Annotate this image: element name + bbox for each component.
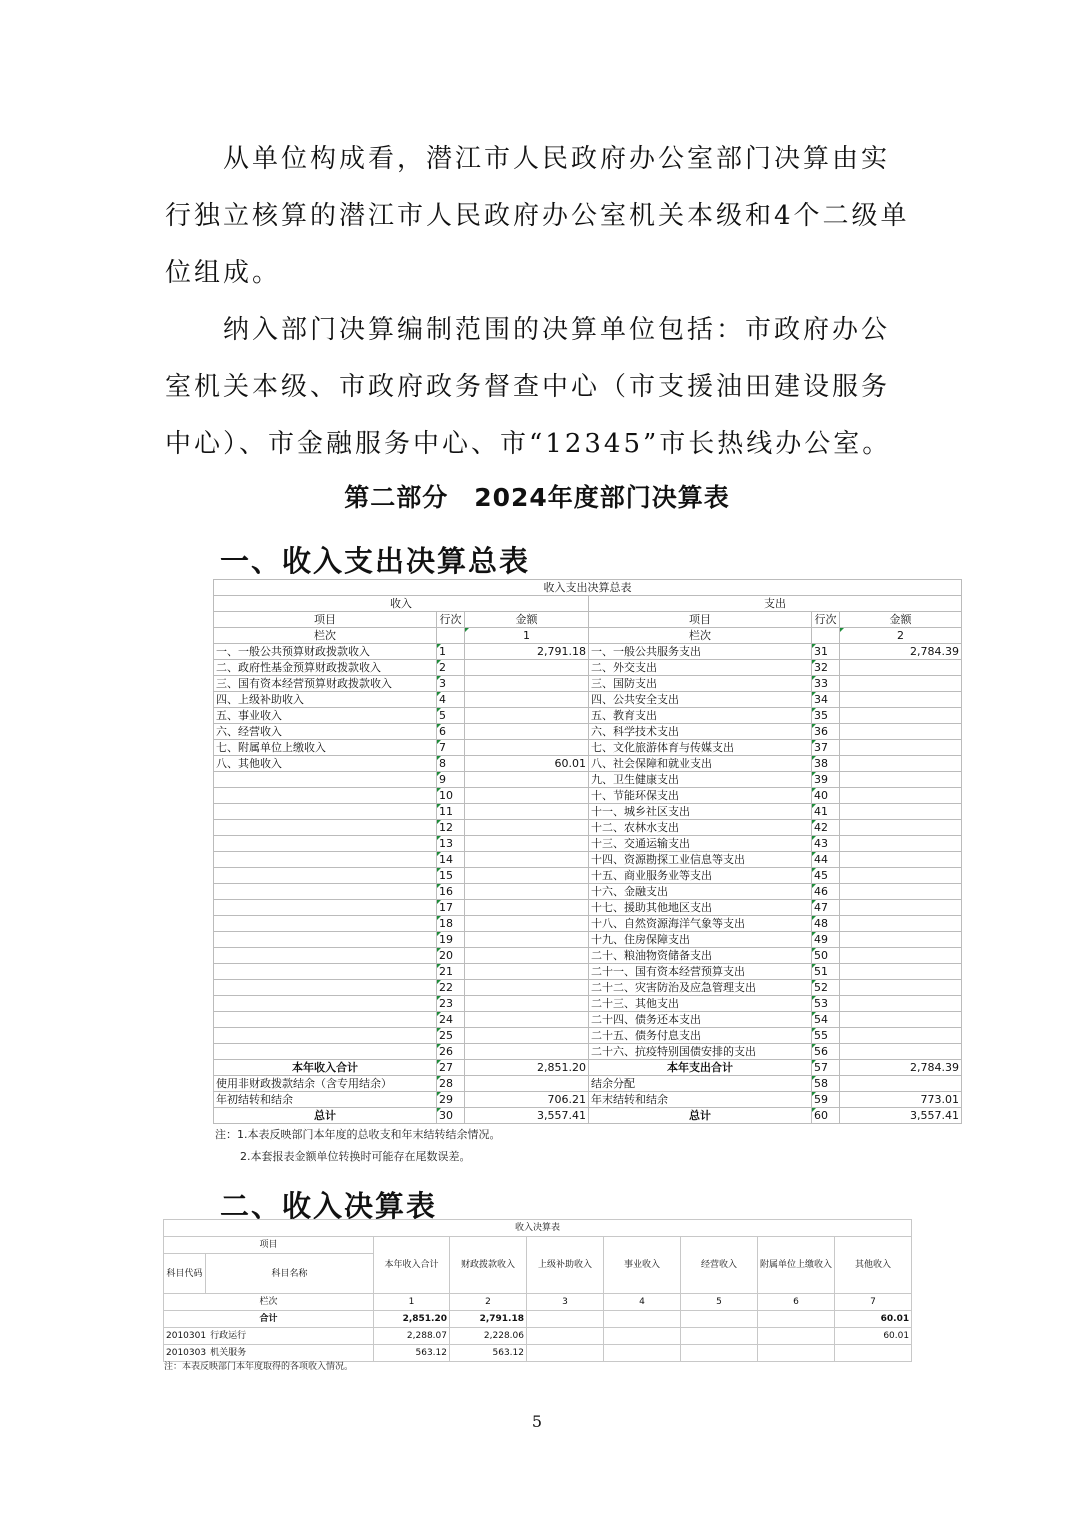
column-header: 本年收入合计 — [374, 1237, 450, 1294]
column-header: 财政拨款收入 — [450, 1237, 527, 1294]
expense-item: 五、教育支出 — [589, 708, 812, 724]
expense-col-amount: 金额 — [840, 612, 962, 628]
expense-item: 十九、住房保障支出 — [589, 932, 812, 948]
expense-amount — [840, 884, 962, 900]
total-value — [681, 1311, 758, 1328]
income-item — [214, 932, 437, 948]
income-amount — [465, 1012, 589, 1028]
row-value — [835, 1345, 912, 1362]
income-amount: 60.01 — [465, 756, 589, 772]
income-line-no: 25 — [437, 1028, 465, 1044]
expense-line-no: 41 — [812, 804, 840, 820]
expense-item: 十八、自然资源海洋气象等支出 — [589, 916, 812, 932]
expense-line-no: 42 — [812, 820, 840, 836]
total-row — [214, 1060, 962, 1076]
expense-item: 十六、金融支出 — [589, 884, 812, 900]
income-line-no: 3 — [437, 676, 465, 692]
column-header-row — [214, 612, 962, 628]
total-value: 60.01 — [835, 1311, 912, 1328]
subject-name: 机关服务 — [210, 1348, 247, 1358]
income-total-line: 27 — [437, 1060, 465, 1076]
row-value: 60.01 — [835, 1328, 912, 1345]
income-col-line: 行次 — [437, 612, 465, 628]
income-item — [214, 964, 437, 980]
total-row — [214, 1076, 962, 1092]
income-amount — [465, 852, 589, 868]
income-amount — [465, 916, 589, 932]
income-amount — [465, 676, 589, 692]
income-item — [214, 916, 437, 932]
table-row — [214, 692, 962, 708]
expense-item: 二十四、债务还本支出 — [589, 1012, 812, 1028]
part-title: 第二部分 2024年度部门决算表 — [344, 483, 730, 512]
table-row — [214, 836, 962, 852]
expense-line-no: 33 — [812, 676, 840, 692]
expense-line-no: 47 — [812, 900, 840, 916]
table-row — [214, 948, 962, 964]
expense-lanci-blank — [812, 628, 840, 644]
total-row — [214, 1108, 962, 1124]
expense-amount: 2,784.39 — [840, 644, 962, 660]
expense-total-item: 本年支出合计 — [589, 1060, 812, 1076]
income-line-no: 22 — [437, 980, 465, 996]
income-amount — [465, 740, 589, 756]
expense-line-no: 38 — [812, 756, 840, 772]
page-number: 5 — [531, 1412, 543, 1431]
income-item — [214, 980, 437, 996]
intro-paragraph-1: 从单位构成看，潜江市人民政府办公室部门决算由实行独立核算的潜江市人民政府办公室机关本级和4个二级单位组成。 — [165, 144, 910, 288]
income-amount — [465, 964, 589, 980]
expense-col-line: 行次 — [812, 612, 840, 628]
table-row — [214, 708, 962, 724]
intro-paragraph-2: 纳入部门决算编制范围的决算单位包括：市政府办公室机关本级、市政府政务督查中心（市支援油田建设服务中心）、市金融服务中心、市“12345”市长热线办公室。 — [165, 315, 892, 459]
expense-col-number: 2 — [840, 628, 962, 644]
column-header: 事业收入 — [604, 1237, 681, 1294]
expense-amount — [840, 804, 962, 820]
column-header: 附属单位上缴收入 — [758, 1237, 835, 1294]
expense-item: 三、国防支出 — [589, 676, 812, 692]
table1-note-1: 注：1.本表反映部门本年度的总收支和年末结转结余情况。 — [215, 1128, 501, 1141]
income-item — [214, 1012, 437, 1028]
income-total-item: 本年收入合计 — [214, 1060, 437, 1076]
expense-total-line: 58 — [812, 1076, 840, 1092]
section2-heading: 二、收入决算表 — [220, 1189, 438, 1223]
income-lanci-label: 栏次 — [214, 628, 437, 644]
expense-amount — [840, 996, 962, 1012]
row-value: 563.12 — [374, 1345, 450, 1362]
income-line-no: 24 — [437, 1012, 465, 1028]
income-amount: 2,791.18 — [465, 644, 589, 660]
expense-item: 二十六、抗疫特别国债安排的支出 — [589, 1044, 812, 1060]
income-total-item: 使用非财政拨款结余（含专用结余） — [214, 1076, 437, 1092]
income-amount — [465, 932, 589, 948]
expense-amount — [840, 980, 962, 996]
table-row — [214, 1028, 962, 1044]
column-header: 上级补助收入 — [527, 1237, 604, 1294]
income-item: 一、一般公共预算财政拨款收入 — [214, 644, 437, 660]
expense-item: 十七、援助其他地区支出 — [589, 900, 812, 916]
table-row — [214, 852, 962, 868]
expense-amount — [840, 932, 962, 948]
income-item: 七、附属单位上缴收入 — [214, 740, 437, 756]
total-value: 2,851.20 — [374, 1311, 450, 1328]
side-header-row — [214, 596, 962, 612]
income-line-no: 20 — [437, 948, 465, 964]
income-item — [214, 996, 437, 1012]
expense-item: 一、一般公共服务支出 — [589, 644, 812, 660]
expense-line-no: 35 — [812, 708, 840, 724]
income-expense-summary-table — [213, 579, 962, 1124]
expense-amount — [840, 1028, 962, 1044]
column-number: 5 — [681, 1294, 758, 1311]
income-line-no: 9 — [437, 772, 465, 788]
expense-line-no: 36 — [812, 724, 840, 740]
income-item — [214, 868, 437, 884]
row-value: 2,288.07 — [374, 1328, 450, 1345]
income-item — [214, 788, 437, 804]
table-row — [214, 820, 962, 836]
income-item — [214, 1028, 437, 1044]
income-total-amount — [465, 1076, 589, 1092]
column-header: 经营收入 — [681, 1237, 758, 1294]
expense-amount — [840, 676, 962, 692]
income-total-line: 28 — [437, 1076, 465, 1092]
column-number: 1 — [374, 1294, 450, 1311]
total-row — [214, 1092, 962, 1108]
row-value: 563.12 — [450, 1345, 527, 1362]
expense-total-item: 结余分配 — [589, 1076, 812, 1092]
table-row — [214, 804, 962, 820]
expense-item: 二十三、其他支出 — [589, 996, 812, 1012]
income-amount — [465, 1028, 589, 1044]
total-value: 2,791.18 — [450, 1311, 527, 1328]
income-amount — [465, 788, 589, 804]
expense-line-no: 43 — [812, 836, 840, 852]
column-number: 4 — [604, 1294, 681, 1311]
row-value — [527, 1345, 604, 1362]
total-row — [164, 1311, 912, 1328]
row-value — [758, 1345, 835, 1362]
income-item — [214, 948, 437, 964]
income-item — [214, 884, 437, 900]
expense-line-no: 45 — [812, 868, 840, 884]
expense-line-no: 46 — [812, 884, 840, 900]
expense-amount — [840, 868, 962, 884]
income-item: 六、经营收入 — [214, 724, 437, 740]
income-total-item: 年初结转和结余 — [214, 1092, 437, 1108]
income-item — [214, 804, 437, 820]
subject-name-header: 科目名称 — [206, 1254, 374, 1294]
expense-amount — [840, 756, 962, 772]
lanci-row — [214, 628, 962, 644]
lanci-label: 栏次 — [164, 1294, 374, 1311]
expense-line-no: 31 — [812, 644, 840, 660]
expense-item: 二、外交支出 — [589, 660, 812, 676]
income-line-no: 15 — [437, 868, 465, 884]
table1-note-2: 2.本套报表金额单位转换时可能存在尾数误差。 — [240, 1150, 471, 1163]
expense-line-no: 44 — [812, 852, 840, 868]
expense-amount — [840, 740, 962, 756]
expense-line-no: 49 — [812, 932, 840, 948]
expense-line-no: 48 — [812, 916, 840, 932]
row-value: 2,228.06 — [450, 1328, 527, 1345]
income-total-amount: 2,851.20 — [465, 1060, 589, 1076]
expense-amount — [840, 788, 962, 804]
income-line-no: 19 — [437, 932, 465, 948]
income-line-no: 16 — [437, 884, 465, 900]
income-line-no: 10 — [437, 788, 465, 804]
income-amount — [465, 996, 589, 1012]
expense-item: 八、社会保障和就业支出 — [589, 756, 812, 772]
expense-item: 十二、农林水支出 — [589, 820, 812, 836]
subject-code-and-name — [164, 1328, 374, 1345]
income-total-amount: 3,557.41 — [465, 1108, 589, 1124]
income-item — [214, 772, 437, 788]
income-line-no: 21 — [437, 964, 465, 980]
expense-line-no: 37 — [812, 740, 840, 756]
income-total-amount: 706.21 — [465, 1092, 589, 1108]
project-header: 项目 — [164, 1237, 374, 1254]
expense-line-no: 51 — [812, 964, 840, 980]
income-line-no: 5 — [437, 708, 465, 724]
income-line-no: 23 — [437, 996, 465, 1012]
total-value — [604, 1311, 681, 1328]
table-row — [214, 724, 962, 740]
income-line-no: 18 — [437, 916, 465, 932]
expense-item: 二十二、灾害防治及应急管理支出 — [589, 980, 812, 996]
project-header-row — [164, 1237, 912, 1254]
income-amount — [465, 948, 589, 964]
income-line-no: 17 — [437, 900, 465, 916]
expense-line-no: 32 — [812, 660, 840, 676]
income-amount — [465, 836, 589, 852]
table-row — [214, 964, 962, 980]
income-line-no: 12 — [437, 820, 465, 836]
total-value — [758, 1311, 835, 1328]
expense-amount — [840, 660, 962, 676]
income-amount — [465, 900, 589, 916]
section1-heading: 一、收入支出决算总表 — [220, 544, 531, 578]
income-col-amount: 金额 — [465, 612, 589, 628]
table-row — [214, 1012, 962, 1028]
row-value — [681, 1328, 758, 1345]
income-line-no: 7 — [437, 740, 465, 756]
expense-total-amount: 2,784.39 — [840, 1060, 962, 1076]
income-item: 四、上级补助收入 — [214, 692, 437, 708]
table-row — [214, 756, 962, 772]
expense-amount — [840, 836, 962, 852]
subject-code: 2010301 — [166, 1331, 207, 1341]
income-item — [214, 820, 437, 836]
table-title-row — [214, 580, 962, 596]
income-total-line: 29 — [437, 1092, 465, 1108]
row-value — [604, 1345, 681, 1362]
income-line-no: 1 — [437, 644, 465, 660]
expense-amount — [840, 820, 962, 836]
income-line-no: 4 — [437, 692, 465, 708]
column-number: 3 — [527, 1294, 604, 1311]
expense-item: 九、卫生健康支出 — [589, 772, 812, 788]
expense-col-item: 项目 — [589, 612, 812, 628]
table-row — [164, 1328, 912, 1345]
income-line-no: 6 — [437, 724, 465, 740]
column-number: 6 — [758, 1294, 835, 1311]
expense-total-item: 总计 — [589, 1108, 812, 1124]
subject-code-header: 科目代码 — [164, 1254, 206, 1294]
income-amount — [465, 708, 589, 724]
expense-amount — [840, 724, 962, 740]
lanci-row — [164, 1294, 912, 1311]
income-line-no: 26 — [437, 1044, 465, 1060]
expense-item: 十、节能环保支出 — [589, 788, 812, 804]
income-col-item: 项目 — [214, 612, 437, 628]
expense-item: 十五、商业服务业等支出 — [589, 868, 812, 884]
expense-item: 十一、城乡社区支出 — [589, 804, 812, 820]
subject-code: 2010303 — [166, 1348, 207, 1358]
income-item — [214, 1044, 437, 1060]
expense-line-no: 34 — [812, 692, 840, 708]
total-value — [527, 1311, 604, 1328]
expense-item: 二十、粮油物资储备支出 — [589, 948, 812, 964]
income-amount — [465, 660, 589, 676]
table-row — [214, 772, 962, 788]
expense-line-no: 56 — [812, 1044, 840, 1060]
income-item: 二、政府性基金预算财政拨款收入 — [214, 660, 437, 676]
expense-line-no: 40 — [812, 788, 840, 804]
income-statement-table — [163, 1219, 912, 1362]
income-amount — [465, 884, 589, 900]
expense-item: 七、文化旅游体育与传媒支出 — [589, 740, 812, 756]
expense-amount — [840, 900, 962, 916]
table-row — [214, 676, 962, 692]
table-row — [214, 916, 962, 932]
income-item — [214, 900, 437, 916]
expense-line-no: 54 — [812, 1012, 840, 1028]
income-item — [214, 852, 437, 868]
expense-amount — [840, 1012, 962, 1028]
income-amount — [465, 724, 589, 740]
expense-item: 四、公共安全支出 — [589, 692, 812, 708]
row-value — [681, 1345, 758, 1362]
income-line-no: 11 — [437, 804, 465, 820]
row-value — [527, 1328, 604, 1345]
expense-line-no: 50 — [812, 948, 840, 964]
income-item: 三、国有资本经营预算财政拨款收入 — [214, 676, 437, 692]
table-row — [214, 900, 962, 916]
income-item — [214, 836, 437, 852]
income-total-item: 总计 — [214, 1108, 437, 1124]
expense-lanci-label: 栏次 — [589, 628, 812, 644]
income-item: 五、事业收入 — [214, 708, 437, 724]
table-row — [214, 980, 962, 996]
expense-item: 二十五、债务付息支出 — [589, 1028, 812, 1044]
income-amount — [465, 1044, 589, 1060]
table-row — [214, 660, 962, 676]
total-label: 合计 — [164, 1311, 374, 1328]
expense-amount — [840, 964, 962, 980]
expense-item: 二十一、国有资本经营预算支出 — [589, 964, 812, 980]
income-amount — [465, 772, 589, 788]
expense-total-line: 60 — [812, 1108, 840, 1124]
table-row — [214, 868, 962, 884]
income-amount — [465, 868, 589, 884]
table-row — [214, 788, 962, 804]
income-amount — [465, 820, 589, 836]
expense-amount — [840, 692, 962, 708]
table-row — [214, 996, 962, 1012]
expense-line-no: 39 — [812, 772, 840, 788]
expense-item: 六、科学技术支出 — [589, 724, 812, 740]
expense-amount — [840, 948, 962, 964]
expense-line-no: 52 — [812, 980, 840, 996]
table-row — [214, 1044, 962, 1060]
expense-amount — [840, 852, 962, 868]
income-amount — [465, 980, 589, 996]
table-title-row — [164, 1220, 912, 1237]
row-value — [604, 1328, 681, 1345]
expense-amount — [840, 708, 962, 724]
table-row — [214, 932, 962, 948]
expense-item: 十三、交通运输支出 — [589, 836, 812, 852]
income-amount — [465, 804, 589, 820]
expense-amount — [840, 772, 962, 788]
expense-item: 十四、资源勘探工业信息等支出 — [589, 852, 812, 868]
row-value — [758, 1328, 835, 1345]
table-row — [214, 884, 962, 900]
table-title: 收入决算表 — [164, 1220, 912, 1237]
table-title: 收入支出决算总表 — [214, 580, 962, 596]
expense-amount — [840, 916, 962, 932]
income-item: 八、其他收入 — [214, 756, 437, 772]
expense-total-line: 59 — [812, 1092, 840, 1108]
table-row — [214, 740, 962, 756]
expense-total-amount — [840, 1076, 962, 1092]
column-number: 7 — [835, 1294, 912, 1311]
column-header: 其他收入 — [835, 1237, 912, 1294]
expense-total-item: 年末结转和结余 — [589, 1092, 812, 1108]
expense-line-no: 55 — [812, 1028, 840, 1044]
expense-amount — [840, 1044, 962, 1060]
table-row — [214, 644, 962, 660]
column-number: 2 — [450, 1294, 527, 1311]
income-line-no: 8 — [437, 756, 465, 772]
table2-note: 注：本表反映部门本年度取得的各项收入情况。 — [164, 1362, 354, 1372]
expense-total-amount: 3,557.41 — [840, 1108, 962, 1124]
expense-header: 支出 — [589, 596, 962, 612]
income-header: 收入 — [214, 596, 589, 612]
expense-total-line: 57 — [812, 1060, 840, 1076]
income-col-number: 1 — [465, 628, 589, 644]
income-line-no: 2 — [437, 660, 465, 676]
subject-name: 行政运行 — [210, 1331, 247, 1341]
income-lanci-blank — [437, 628, 465, 644]
income-amount — [465, 692, 589, 708]
income-line-no: 13 — [437, 836, 465, 852]
expense-total-amount: 773.01 — [840, 1092, 962, 1108]
income-line-no: 14 — [437, 852, 465, 868]
income-total-line: 30 — [437, 1108, 465, 1124]
expense-line-no: 53 — [812, 996, 840, 1012]
